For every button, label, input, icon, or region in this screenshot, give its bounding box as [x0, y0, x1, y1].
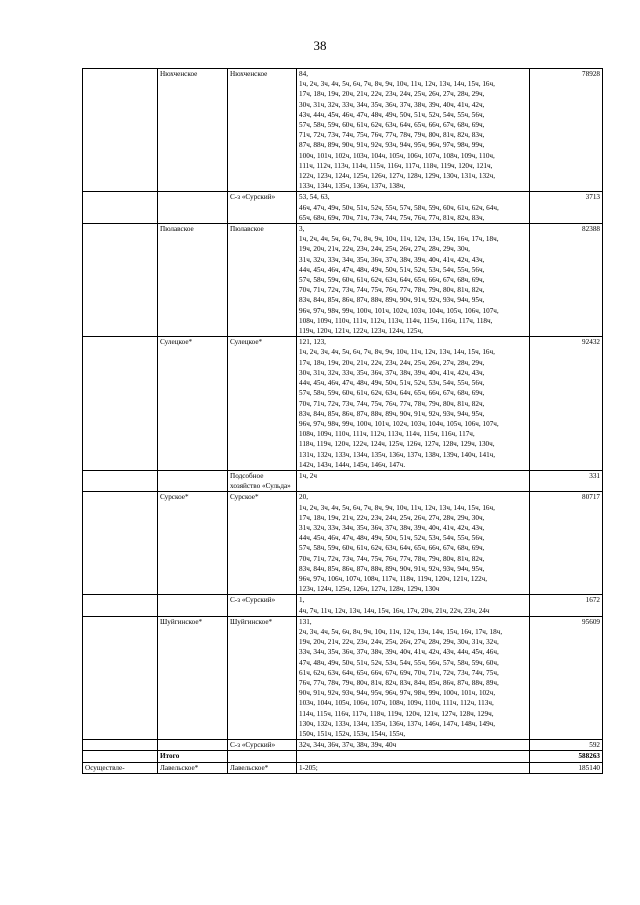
district-forestry-cell: Лавельское*	[158, 762, 228, 773]
quarters-line: 83ч, 84ч, 85ч, 86ч, 87ч, 88ч, 89ч, 90ч, 91ч, 92ч, 93ч, 94ч, 95ч,	[299, 296, 485, 305]
quarters-line: 70ч, 71ч, 72ч, 73ч, 74ч, 75ч, 76ч, 77ч, 78ч, 79ч, 80ч, 81ч, 82ч,	[299, 286, 485, 295]
district-forestry-cell: Сурское*	[158, 492, 228, 595]
quarters-line: 33ч, 34ч, 35ч, 36ч, 37ч, 38ч, 39ч, 40ч, 41ч, 42ч, 43ч, 44ч, 45ч, 46ч,	[299, 648, 499, 657]
quarters-cell	[297, 470, 530, 491]
tract-cell: Шуйгинское*	[228, 616, 297, 739]
table-row	[83, 762, 603, 773]
table-row	[83, 492, 603, 595]
area-cell: 1672	[530, 595, 603, 616]
quarters-line: 65ч, 68ч, 69ч, 70ч, 71ч, 73ч, 74ч, 75ч, 76ч, 77ч, 81ч, 82ч, 83ч,	[299, 213, 485, 222]
forestry-cell	[83, 69, 158, 192]
table-row	[83, 69, 603, 192]
quarters-line: 30ч, 31ч, 32ч, 33ч, 35ч, 36ч, 37ч, 38ч, 39ч, 40ч, 41ч, 42ч, 43ч,	[299, 368, 485, 377]
quarters-cell	[297, 762, 530, 773]
area-cell: 80717	[530, 492, 603, 595]
quarters-line: 123ч, 124ч, 125ч, 126ч, 127ч, 128ч, 129ч, 130ч	[299, 585, 440, 594]
quarters-line: 118ч, 119ч, 120ч, 122ч, 124ч, 125ч, 126ч, 127ч, 128ч, 129ч, 130ч,	[299, 440, 495, 449]
tract-cell: Лавельское*	[228, 762, 297, 773]
forestry-cell	[83, 224, 158, 337]
quarters-line: 19ч, 20ч, 21ч, 22ч, 23ч, 24ч, 25ч, 26ч, 27ч, 28ч, 29ч, 30ч, 31ч, 32ч,	[299, 638, 499, 647]
quarters-cell	[297, 337, 530, 471]
quarters-line: 90ч, 91ч, 92ч, 93ч, 94ч, 95ч, 96ч, 97ч, 98ч, 99ч, 100ч, 101ч, 102ч,	[299, 689, 496, 698]
area-cell: 78928	[530, 69, 603, 192]
quarters-line: 96ч, 97ч, 106ч, 107ч, 108ч, 117ч, 118ч, 119ч, 120ч, 121ч, 122ч,	[299, 574, 488, 583]
forestry-cell	[83, 751, 158, 762]
district-forestry-cell: Шуйгинское*	[158, 616, 228, 739]
total-row	[83, 751, 603, 762]
district-forestry-cell: Сулецкое*	[158, 337, 228, 471]
table-row	[83, 192, 603, 224]
quarters-line: 1,	[299, 596, 305, 605]
quarters-line: 103ч, 104ч, 105ч, 106ч, 107ч, 108ч, 109ч, 110ч, 111ч, 112ч, 113ч,	[299, 699, 494, 708]
quarters-line: 87ч, 88ч, 89ч, 90ч, 91ч, 92ч, 93ч, 94ч, 95ч, 96ч, 97ч, 98ч, 99ч,	[299, 141, 485, 150]
quarters-line: 61ч, 62ч, 63ч, 64ч, 65ч, 66ч, 67ч, 69ч, 70ч, 71ч, 72ч, 73ч, 74ч, 75ч,	[299, 668, 499, 677]
district-forestry-cell	[158, 595, 228, 616]
quarters-cell	[297, 492, 530, 595]
area-cell: 331	[530, 470, 603, 491]
area-cell: 95609	[530, 616, 603, 739]
area-cell: 82388	[530, 224, 603, 337]
quarters-line: 17ч, 18ч, 19ч, 20ч, 21ч, 22ч, 23ч, 24ч, 25ч, 26ч, 27ч, 28ч, 29ч,	[299, 90, 485, 99]
table-row	[83, 740, 603, 751]
quarters-line: 57ч, 58ч, 59ч, 60ч, 61ч, 62ч, 63ч, 64ч, 65ч, 66ч, 67ч, 68ч, 69ч,	[299, 276, 485, 285]
tract-cell: Пюлавское	[228, 224, 297, 337]
quarters-line: 121, 123,	[299, 338, 326, 347]
quarters-line: 83ч, 84ч, 85ч, 86ч, 87ч, 88ч, 89ч, 90ч, 91ч, 92ч, 93ч, 94ч, 95ч,	[299, 564, 485, 573]
quarters-line: 19ч, 20ч, 21ч, 22ч, 23ч, 24ч, 25ч, 26ч, 27ч, 28ч, 29ч, 30ч,	[299, 245, 470, 254]
quarters-line: 46ч, 47ч, 49ч, 50ч, 51ч, 52ч, 55ч, 57ч, 58ч, 59ч, 60ч, 61ч, 62ч, 64ч,	[299, 203, 499, 212]
table-row	[83, 470, 603, 491]
district-forestry-cell	[158, 470, 228, 491]
quarters-line: 17ч, 18ч, 19ч, 21ч, 22ч, 23ч, 24ч, 25ч, 26ч, 27ч, 28ч, 29ч, 30ч,	[299, 513, 485, 522]
quarters-line: 31ч, 32ч, 33ч, 34ч, 35ч, 36ч, 37ч, 38ч, 39ч, 40ч, 41ч, 42ч, 43ч,	[299, 255, 485, 264]
area-cell: 92432	[530, 337, 603, 471]
quarters-line: 150ч, 151ч, 152ч, 153ч, 154ч, 155ч,	[299, 730, 406, 738]
quarters-line: 131,	[299, 617, 312, 626]
quarters-line: 57ч, 58ч, 59ч, 60ч, 61ч, 62ч, 63ч, 64ч, 65ч, 66ч, 67ч, 68ч, 69ч,	[299, 389, 485, 398]
quarters-line: 43ч, 44ч, 45ч, 46ч, 47ч, 48ч, 49ч, 50ч, 51ч, 52ч, 54ч, 55ч, 56ч,	[299, 110, 485, 119]
quarters-line: 44ч, 45ч, 46ч, 47ч, 48ч, 49ч, 50ч, 51ч, 52ч, 53ч, 54ч, 55ч, 56ч,	[299, 534, 485, 543]
quarters-cell	[297, 740, 530, 751]
district-forestry-cell: Нюхченское	[158, 69, 228, 192]
quarters-line: 122ч, 123ч, 124ч, 125ч, 126ч, 127ч, 128ч, 129ч, 130ч, 131ч, 132ч,	[299, 172, 496, 181]
quarters-line: 142ч, 143ч, 144ч, 145ч, 146ч, 147ч.	[299, 460, 406, 469]
quarters-line: 84,	[299, 70, 308, 78]
area-cell: 588263	[530, 751, 603, 762]
quarters-line: 131ч, 132ч, 133ч, 134ч, 135ч, 136ч, 137ч, 138ч, 139ч, 140ч, 141ч,	[299, 450, 496, 459]
tract-cell: Сурское*	[228, 492, 297, 595]
quarters-line: 1ч, 2ч, 3ч, 4ч, 5ч, 6ч, 7ч, 8ч, 9ч, 10ч, 11ч, 12ч, 13ч, 14ч, 15ч, 16ч,	[299, 80, 495, 89]
tract-cell	[228, 751, 297, 762]
quarters-line: 4ч, 7ч, 11ч, 12ч, 13ч, 14ч, 15ч, 16ч, 17ч, 20ч, 21ч, 22ч, 23ч, 24ч	[299, 606, 490, 615]
tract-cell: Сулецкое*	[228, 337, 297, 471]
quarters-line: 44ч, 45ч, 46ч, 47ч, 48ч, 49ч, 50ч, 51ч, 52ч, 53ч, 54ч, 55ч, 56ч,	[299, 265, 485, 274]
table-row	[83, 224, 603, 337]
district-forestry-cell	[158, 192, 228, 224]
quarters-line: 57ч, 58ч, 59ч, 60ч, 61ч, 62ч, 63ч, 64ч, 65ч, 66ч, 67ч, 68ч, 69ч,	[299, 121, 485, 130]
quarters-cell	[297, 192, 530, 224]
quarters-cell	[297, 595, 530, 616]
quarters-line: 130ч, 132ч, 133ч, 134ч, 135ч, 136ч, 137ч, 146ч, 147ч, 148ч, 149ч,	[299, 719, 496, 728]
table-body	[83, 69, 603, 774]
quarters-line: 96ч, 97ч, 98ч, 99ч, 100ч, 101ч, 102ч, 103ч, 104ч, 105ч, 106ч, 107ч,	[299, 306, 499, 315]
quarters-line: 1ч, 2ч	[299, 471, 318, 480]
quarters-line: 1ч, 2ч, 3ч, 4ч, 5ч, 6ч, 7ч, 8ч, 9ч, 10ч, 11ч, 12ч, 13ч, 14ч, 15ч, 16ч,	[299, 348, 495, 357]
quarters-line: 114ч, 115ч, 116ч, 117ч, 118ч, 119ч, 120ч, 121ч, 127ч, 128ч, 129ч,	[299, 709, 494, 718]
quarters-line: 70ч, 71ч, 72ч, 73ч, 74ч, 75ч, 76ч, 77ч, 78ч, 79ч, 80ч, 81ч, 82ч,	[299, 399, 485, 408]
table-row	[83, 595, 603, 616]
quarters-line: 53, 54, 63,	[299, 193, 330, 202]
quarters-line: 100ч, 101ч, 102ч, 103ч, 104ч, 105ч, 106ч, 107ч, 108ч, 109ч, 110ч,	[299, 151, 495, 160]
area-cell: 185140	[530, 762, 603, 773]
quarters-cell	[297, 751, 530, 762]
quarters-line: 47ч, 48ч, 49ч, 50ч, 51ч, 52ч, 53ч, 54ч, 55ч, 56ч, 57ч, 58ч, 59ч, 60ч,	[299, 658, 499, 667]
forestry-cell	[83, 470, 158, 491]
quarters-line: 31ч, 32ч, 33ч, 34ч, 35ч, 36ч, 37ч, 38ч, 39ч, 40ч, 41ч, 42ч, 43ч,	[299, 523, 485, 532]
area-cell: 592	[530, 740, 603, 751]
quarters-line: 133ч, 134ч, 135ч, 136ч, 137ч, 138ч,	[299, 182, 406, 191]
page-number: 38	[313, 38, 327, 53]
area-cell: 3713	[530, 192, 603, 224]
tract-cell: С-з «Сурский»	[228, 595, 297, 616]
quarters-line: 108ч, 109ч, 110ч, 111ч, 112ч, 113ч, 114ч, 115ч, 116ч, 117ч, 118ч,	[299, 316, 493, 325]
forestry-cell	[83, 492, 158, 595]
quarters-line: 119ч, 120ч, 121ч, 122ч, 123ч, 124ч, 125ч,	[299, 327, 423, 336]
forestry-cell	[83, 192, 158, 224]
quarters-line: 111ч, 112ч, 113ч, 114ч, 115ч, 116ч, 117ч, 118ч, 119ч, 120ч, 121ч,	[299, 161, 493, 170]
quarters-line: 70ч, 71ч, 72ч, 73ч, 74ч, 75ч, 76ч, 77ч, 78ч, 79ч, 80ч, 81ч, 82ч,	[299, 554, 485, 563]
quarters-line: 76ч, 77ч, 78ч, 79ч, 80ч, 81ч, 82ч, 83ч, 84ч, 85ч, 86ч, 87ч, 88ч, 89ч,	[299, 678, 499, 687]
forestry-cell	[83, 595, 158, 616]
quarters-cell	[297, 616, 530, 739]
forestry-cell	[83, 616, 158, 739]
quarters-line: 30ч, 31ч, 32ч, 33ч, 34ч, 35ч, 36ч, 37ч, 38ч, 39ч, 40ч, 41ч, 42ч,	[299, 100, 485, 109]
quarters-line: 44ч, 45ч, 46ч, 47ч, 48ч, 49ч, 50ч, 51ч, 52ч, 53ч, 54ч, 55ч, 56ч,	[299, 379, 485, 388]
tract-cell: С-з «Сурский»	[228, 192, 297, 224]
quarters-line: 96ч, 97ч, 98ч, 99ч, 100ч, 101ч, 102ч, 103ч, 104ч, 105ч, 106ч, 107ч,	[299, 419, 499, 428]
quarters-line: 71ч, 72ч, 73ч, 74ч, 75ч, 76ч, 77ч, 78ч, 79ч, 80ч, 81ч, 82ч, 83ч,	[299, 131, 485, 140]
forestry-cell: Осуществле-	[83, 762, 158, 773]
forest-table	[82, 68, 603, 774]
quarters-line: 1ч, 2ч, 3ч, 4ч, 5ч, 6ч, 7ч, 8ч, 9ч, 10ч, 11ч, 12ч, 13ч, 14ч, 15ч, 16ч,	[299, 503, 495, 512]
quarters-line: 1ч, 2ч, 4ч, 5ч, 6ч, 7ч, 8ч, 9ч, 10ч, 11ч, 12ч, 13ч, 15ч, 16ч, 17ч, 18ч,	[299, 235, 499, 244]
table-row	[83, 616, 603, 739]
tract-cell: Нюхченское	[228, 69, 297, 192]
table-row	[83, 337, 603, 471]
quarters-line: 1-205;	[299, 763, 318, 772]
tract-cell: Подсобное хозяйство «Сульда»	[228, 470, 297, 491]
district-forestry-cell: Пюлавское	[158, 224, 228, 337]
quarters-line: 17ч, 18ч, 19ч, 20ч, 21ч, 22ч, 23ч, 24ч, 25ч, 26ч, 27ч, 28ч, 29ч,	[299, 358, 485, 367]
tract-cell: С-з «Сурский»	[228, 740, 297, 751]
forestry-cell	[83, 337, 158, 471]
quarters-line: 2ч, 3ч, 4ч, 5ч, 6ч, 8ч, 9ч, 10ч, 11ч, 12ч, 13ч, 14ч, 15ч, 16ч, 17ч, 18ч,	[299, 627, 503, 636]
quarters-line: 57ч, 58ч, 59ч, 60ч, 61ч, 62ч, 63ч, 64ч, 65ч, 66ч, 67ч, 68ч, 69ч,	[299, 544, 485, 553]
quarters-cell	[297, 69, 530, 192]
quarters-line: 20,	[299, 493, 308, 502]
district-forestry-cell	[158, 740, 228, 751]
quarters-line: 83ч, 84ч, 85ч, 86ч, 87ч, 88ч, 89ч, 90ч, 91ч, 92ч, 93ч, 94ч, 95ч,	[299, 409, 485, 418]
quarters-cell	[297, 224, 530, 337]
district-forestry-cell: Итого	[158, 751, 228, 762]
quarters-line: 3,	[299, 225, 305, 234]
quarters-line: 108ч, 109ч, 110ч, 111ч, 112ч, 113ч, 114ч, 115ч, 116ч, 117ч,	[299, 430, 475, 439]
quarters-line: 32ч, 34ч, 36ч, 37ч, 38ч, 39ч, 40ч	[299, 741, 397, 750]
forestry-cell	[83, 740, 158, 751]
